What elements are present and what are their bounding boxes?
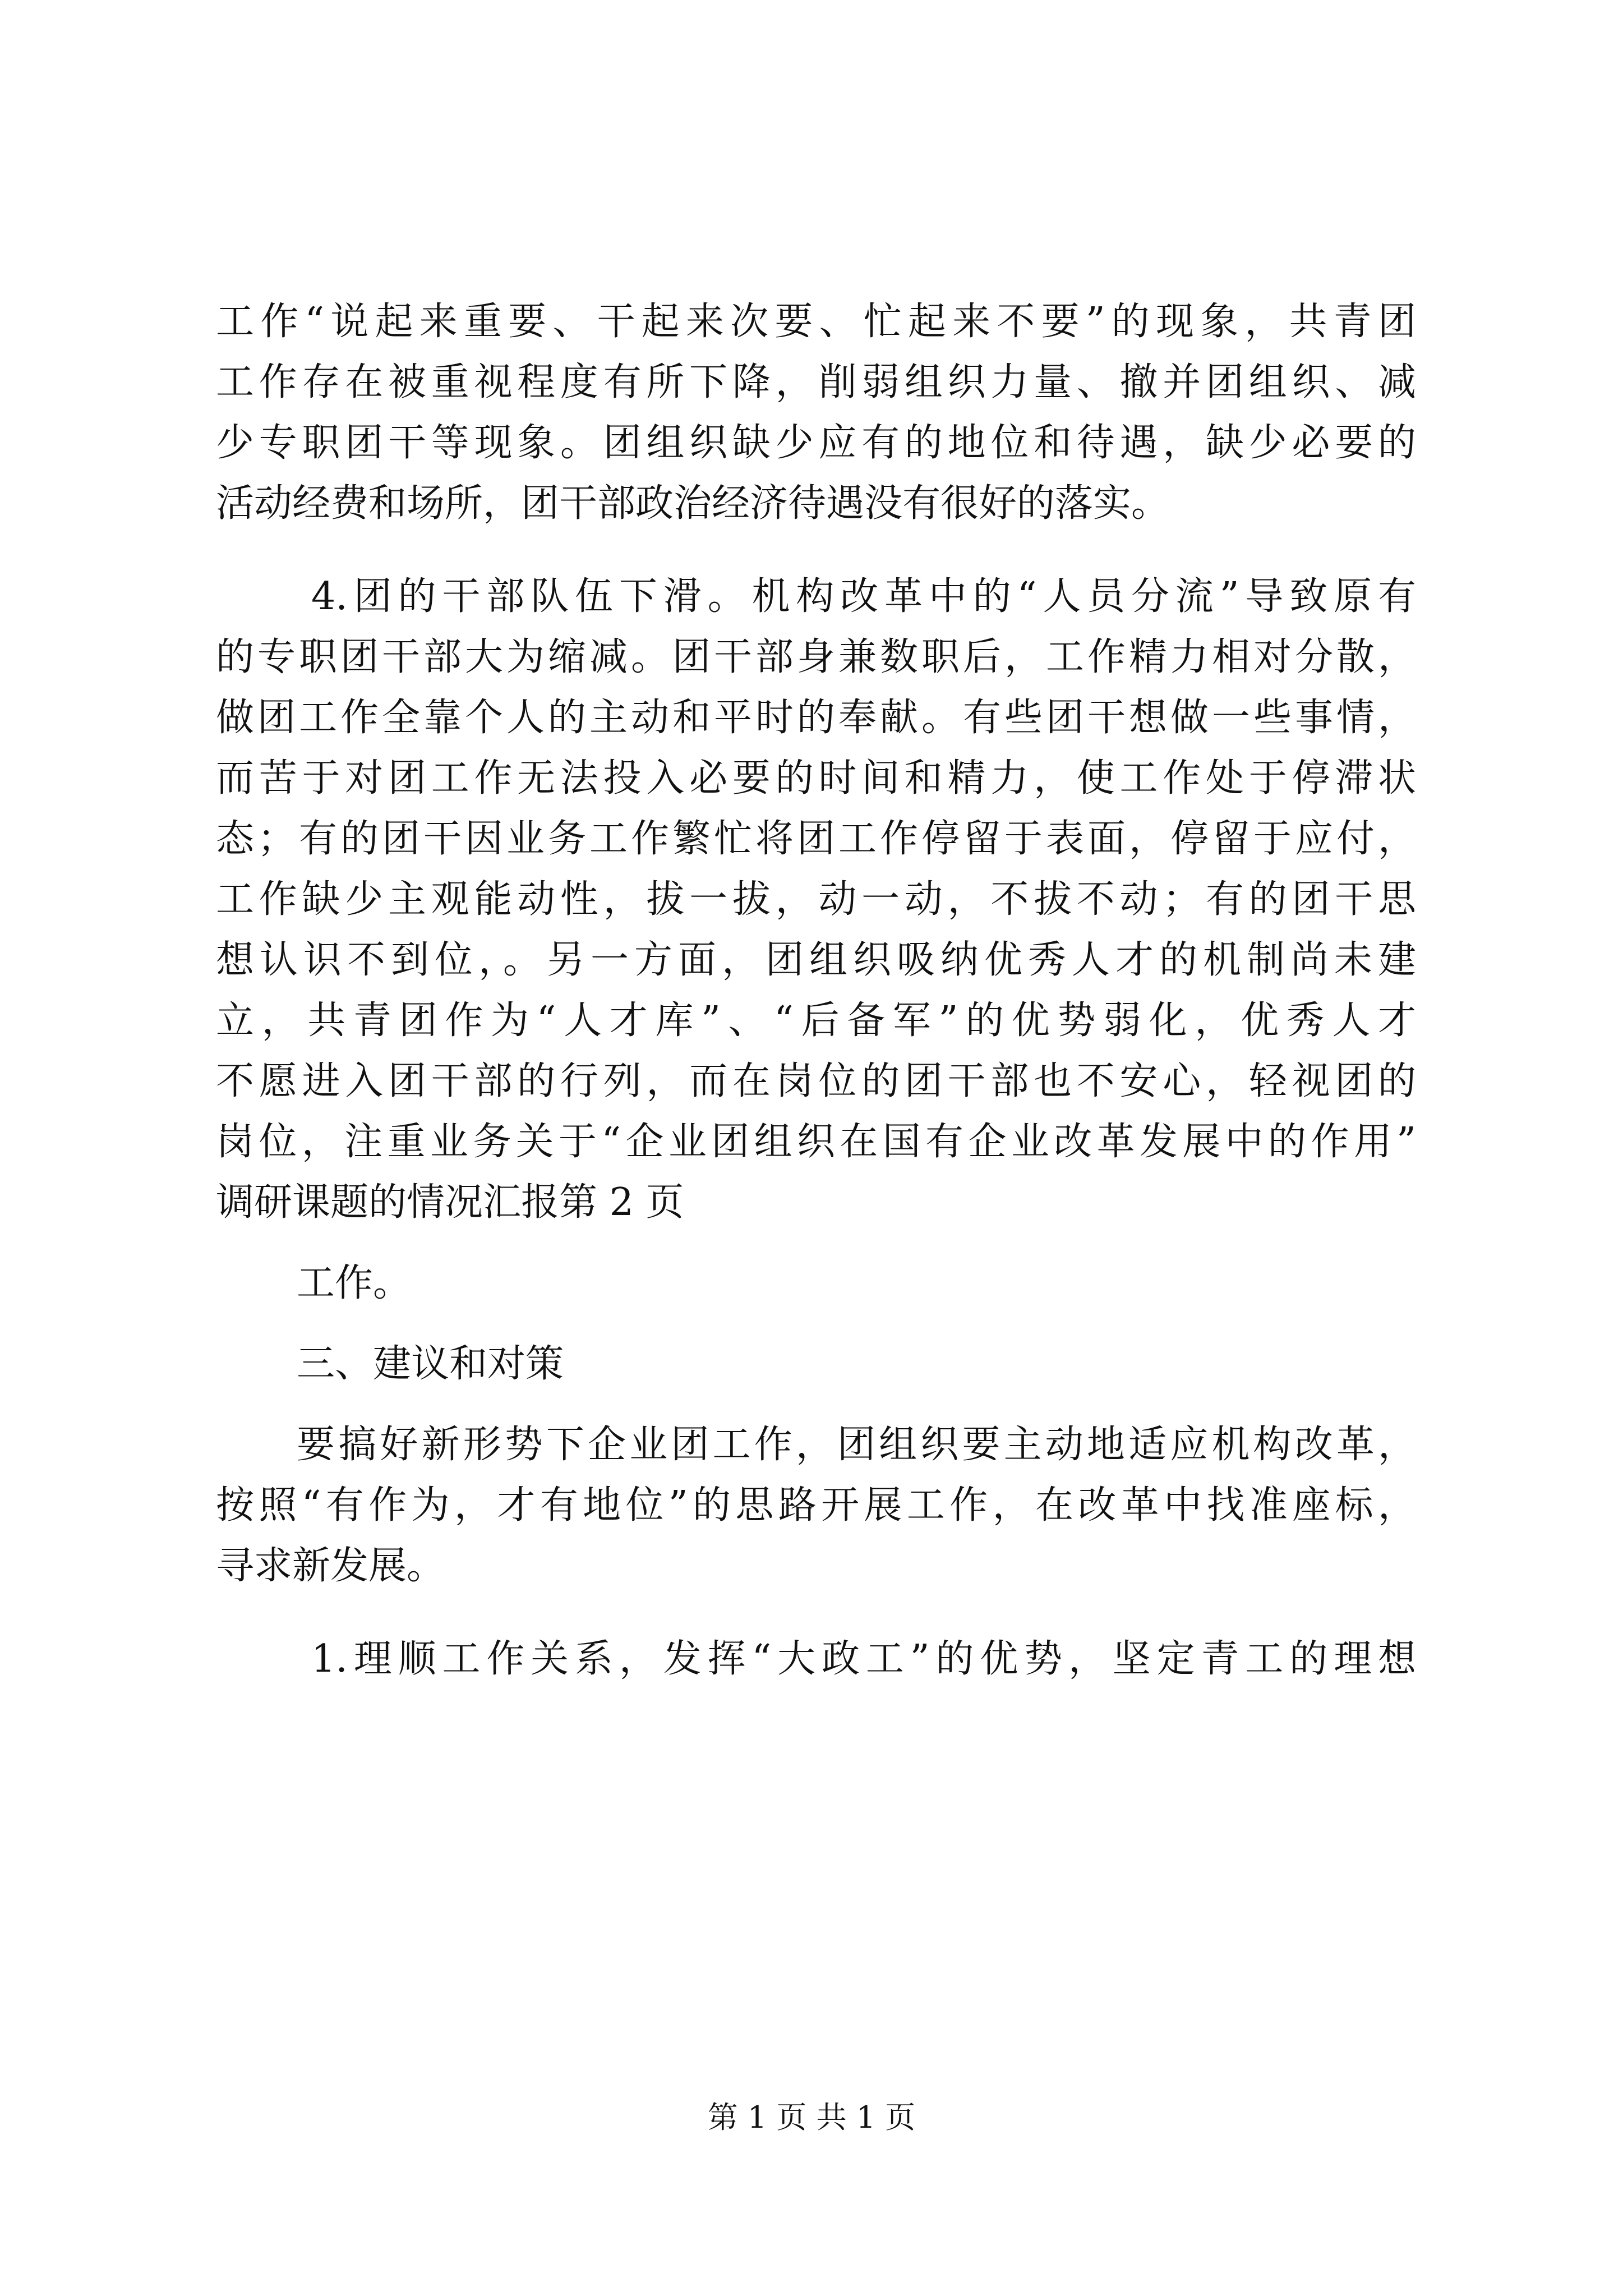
text-line: 工作存在被重视程度有所下降，削弱组织力量、撤并团组织、减 bbox=[216, 360, 1416, 404]
text-line: 态；有的团干因业务工作繁忙将团工作停留于表面，停留于应付， bbox=[216, 817, 1416, 861]
text-line: 立，共青团作为“人才库”、“后备军”的优势弱化，优秀人才 bbox=[216, 999, 1416, 1043]
text-line: 而苦于对团工作无法投入必要的时间和精力，使工作处于停滞状 bbox=[216, 756, 1416, 800]
paragraph-4-heading-line: 4.团的干部队伍下滑。机构改革中的“人员分流”导致原有 bbox=[311, 574, 1416, 619]
text-line: 岗位，注重业务关于“企业团组织在国有企业改革发展中的作用” bbox=[216, 1120, 1416, 1164]
text-line: 寻求新发展。 bbox=[216, 1544, 445, 1588]
text-line: 想认识不到位，。另一方面，团组织吸纳优秀人才的机制尚未建 bbox=[216, 938, 1416, 982]
text-line: 工作。 bbox=[297, 1261, 412, 1305]
text-line: 要搞好新形势下企业团工作，团组织要主动地适应机构改革， bbox=[297, 1423, 1416, 1467]
page-footer bbox=[0, 2098, 1623, 2137]
text-line: 少专职团干等现象。团组织缺少应有的地位和待遇，缺少必要的 bbox=[216, 421, 1416, 465]
section-heading: 三、建议和对策 bbox=[297, 1342, 564, 1386]
page-number-label: 第 1 页 共 1 页 bbox=[707, 2100, 916, 2135]
text-line: 工作“说起来重要、干起来次要、忙起来不要”的现象，共青团 bbox=[216, 300, 1416, 344]
report-title-inline: 调研课题的情况汇报第 2 页 bbox=[216, 1180, 684, 1225]
text-line: 不愿进入团干部的行列，而在岗位的团干部也不安心，轻视团的 bbox=[216, 1059, 1416, 1103]
text-line: 按照“有作为，才有地位”的思路开展工作，在改革中找准座标， bbox=[216, 1483, 1416, 1527]
text-line: 活动经费和场所，团干部政治经济待遇没有很好的落实。 bbox=[216, 481, 1170, 526]
document-body bbox=[216, 292, 1416, 1690]
text-line: 工作缺少主观能动性，拔一拔，动一动，不拔不动；有的团干思 bbox=[216, 877, 1416, 922]
text-line: 做团工作全靠个人的主动和平时的奉献。有些团干想做一些事情， bbox=[216, 696, 1416, 740]
text-line: 的专职团干部大为缩减。团干部身兼数职后，工作精力相对分散， bbox=[216, 635, 1416, 679]
paragraph-1-heading-line: 1.理顺工作关系，发挥“大政工”的优势，坚定青工的理想 bbox=[311, 1637, 1416, 1681]
